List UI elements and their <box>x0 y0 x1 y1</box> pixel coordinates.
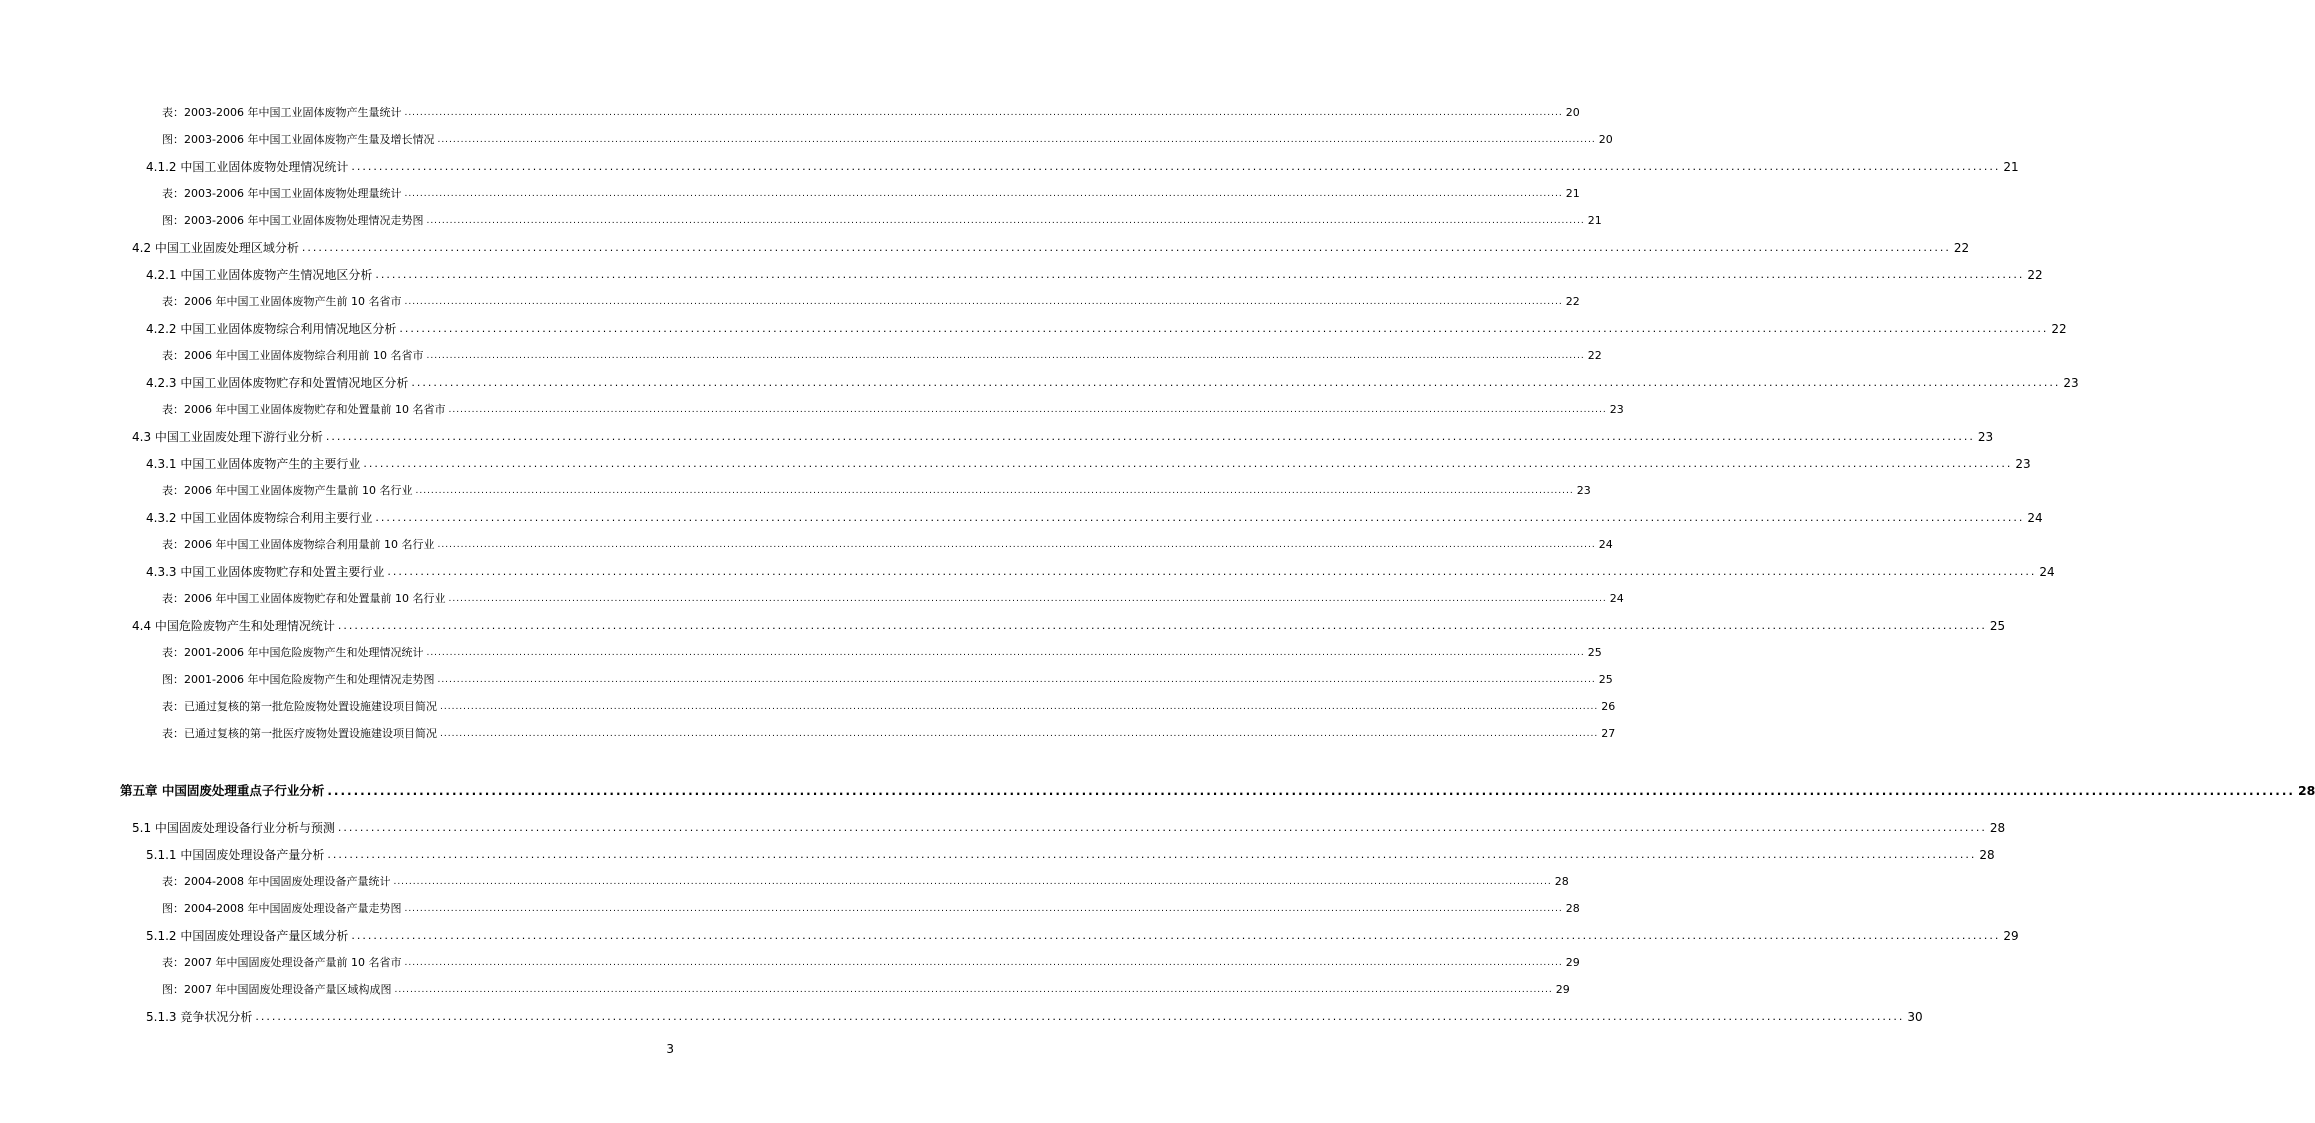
toc-entry[interactable] <box>0 640 1602 660</box>
toc-entry-page: 29 <box>2003 929 2019 943</box>
toc-entry-title: 图：2003-2006 年中国工业固体废物处理情况走势图 <box>162 214 424 227</box>
toc-entry[interactable] <box>0 370 2079 390</box>
toc-dot-leader: ............................................................................................................................................................................................................................................................................................................ <box>255 1010 1905 1023</box>
toc-entry-title: 4.2 中国工业固废处理区域分析 <box>132 241 299 255</box>
toc-entry[interactable] <box>0 451 2031 471</box>
toc-entry[interactable] <box>0 869 1569 889</box>
toc-entry-title: 表：已通过复核的第一批医疗废物处置设施建设项目简况 <box>162 727 437 740</box>
toc-entry-title: 表：2004-2008 年中国固废处理设备产量统计 <box>162 875 391 888</box>
toc-dot-leader: ............................................................................................................................................................................................................................................................................................................ <box>448 405 1607 415</box>
toc-entry[interactable] <box>0 1004 1923 1024</box>
toc-dot-leader: ............................................................................................................................................................................................................................................................................................................ <box>404 958 1563 968</box>
toc-dot-leader: ............................................................................................................................................................................................................................................................................................................ <box>426 648 1585 658</box>
toc-entry[interactable] <box>0 154 2019 174</box>
toc-entry[interactable] <box>0 181 1580 201</box>
toc-entry-page: 24 <box>1598 538 1613 551</box>
toc-entry-title: 第五章 中国固废处理重点子行业分析 <box>120 783 325 798</box>
toc-dot-leader: ............................................................................................................................................................................................................................................................................................................ <box>404 904 1563 914</box>
toc-entry-title: 表：已通过复核的第一批危险废物处置设施建设项目简况 <box>162 700 437 713</box>
toc-dot-leader: ............................................................................................................................................................................................................................................................................................................ <box>351 160 2001 173</box>
toc-entry-page: 22 <box>1953 241 1970 255</box>
toc-entry[interactable] <box>0 424 1994 444</box>
toc-entry-title: 表：2003-2006 年中国工业固体废物处理量统计 <box>162 187 402 200</box>
toc-dot-leader: ............................................................................................................................................................................................................................................................................................................ <box>327 848 1977 861</box>
toc-entry-page: 28 <box>1554 875 1569 888</box>
toc-entry[interactable] <box>0 478 1591 498</box>
toc-entry[interactable] <box>0 316 2067 336</box>
toc-entry-title: 图：2007 年中国固废处理设备产量区域构成图 <box>162 983 392 996</box>
toc-entry[interactable] <box>0 343 1602 363</box>
toc-dot-leader: ............................................................................................................................................................................................................................................................................................................ <box>404 108 1563 118</box>
toc-dot-leader: ............................................................................................................................................................................................................................................................................................................ <box>426 351 1585 361</box>
toc-entry[interactable] <box>0 208 1602 228</box>
toc-dot-leader: ............................................................................................................................................................................................................................................................................................................ <box>437 675 1596 685</box>
toc-dot-leader: ............................................................................................................................................................................................................................................................................................................ <box>394 985 1553 995</box>
toc-entry[interactable] <box>0 613 2006 633</box>
toc-dot-leader: ............................................................................................................................................................................................................................................................................................................ <box>337 619 1987 632</box>
toc-entry-page: 21 <box>2003 160 2019 174</box>
toc-entry-title: 表：2006 年中国工业固体废物产生量前 10 名行业 <box>162 484 413 497</box>
toc-entry-title: 表：2001-2006 年中国危险废物产生和处理情况统计 <box>162 646 424 659</box>
toc-entry[interactable] <box>0 667 1613 687</box>
toc-entry-title: 表：2006 年中国工业固体废物产生前 10 名省市 <box>162 295 402 308</box>
toc-entry-title: 4.3 中国工业固废处理下游行业分析 <box>132 430 323 444</box>
toc-entry-title: 4.3.1 中国工业固体废物产生的主要行业 <box>146 457 361 471</box>
toc-entry[interactable] <box>0 923 2019 943</box>
toc-entry-page: 22 <box>2027 268 2043 282</box>
toc-dot-leader: ............................................................................................................................................................................................................................................................................................................ <box>415 486 1574 496</box>
toc-entry-title: 表：2007 年中国固废处理设备产量前 10 名省市 <box>162 956 402 969</box>
toc-entry-page: 24 <box>2039 565 2055 579</box>
toc-entry-title: 表：2006 年中国工业固体废物综合利用前 10 名省市 <box>162 349 424 362</box>
toc-entry-title: 4.2.1 中国工业固体废物产生情况地区分析 <box>146 268 373 282</box>
toc-entry[interactable] <box>0 559 2055 579</box>
toc-entry[interactable] <box>0 505 2043 525</box>
toc-dot-leader: ............................................................................................................................................................................................................................................................................................................ <box>404 297 1563 307</box>
toc-entry-title: 4.2.2 中国工业固体废物综合利用情况地区分析 <box>146 322 397 336</box>
toc-entry-title: 5.1.3 竞争状况分析 <box>146 1010 253 1024</box>
toc-dot-leader: ............................................................................................................................................................................................................................................................................................................ <box>363 457 2013 470</box>
toc-dot-leader: ............................................................................................................................................................................................................................................................................................................ <box>337 821 1987 834</box>
toc-entry[interactable] <box>0 694 1616 714</box>
toc-entry-title: 5.1.2 中国固废处理设备产量区域分析 <box>146 929 349 943</box>
toc-dot-leader: ............................................................................................................................................................................................................................................................................................................ <box>411 376 2061 389</box>
toc-entry-title: 4.3.2 中国工业固体废物综合利用主要行业 <box>146 511 373 525</box>
toc-dot-leader: ............................................................................................................................................................................................................................................................................................................ <box>301 241 1951 254</box>
toc-entry[interactable] <box>0 262 2043 282</box>
toc-entry-title: 4.1.2 中国工业固体废物处理情况统计 <box>146 160 349 174</box>
toc-dot-leader: ............................................................................................................................................................................................................................................................................................................ <box>375 268 2025 281</box>
toc-dot-leader: ............................................................................................................................................................................................................................................................................................................ <box>399 322 2049 335</box>
toc-entry[interactable] <box>0 815 2006 835</box>
toc-entry[interactable] <box>0 842 1995 862</box>
toc-entry-page: 23 <box>1576 484 1591 497</box>
toc-entry[interactable] <box>0 950 1580 970</box>
toc-dot-leader: ............................................................................................................................................................................................................................................................................................................ <box>327 784 2295 798</box>
toc-dot-leader: ............................................................................................................................................................................................................................................................................................................ <box>448 594 1607 604</box>
toc-entry-page: 23 <box>2063 376 2079 390</box>
toc-entry-page: 21 <box>1565 187 1580 200</box>
toc-entry[interactable] <box>0 289 1580 309</box>
toc-entry-page: 29 <box>1565 956 1580 969</box>
toc-entry-page: 22 <box>1587 349 1602 362</box>
toc-entry-page: 28 <box>1565 902 1580 915</box>
toc-dot-leader: ............................................................................................................................................................................................................................................................................................................ <box>375 511 2025 524</box>
toc-dot-leader: ............................................................................................................................................................................................................................................................................................................ <box>404 189 1563 199</box>
toc-entry-title: 图：2001-2006 年中国危险废物产生和处理情况走势图 <box>162 673 435 686</box>
toc-entry[interactable] <box>0 100 1580 120</box>
toc-entry-page: 23 <box>1609 403 1624 416</box>
toc-entry-page: 23 <box>1977 430 1994 444</box>
toc-dot-leader: ............................................................................................................................................................................................................................................................................................................ <box>437 540 1596 550</box>
toc-entry-page: 20 <box>1598 133 1613 146</box>
toc-entry-page: 25 <box>1598 673 1613 686</box>
toc-entry-title: 5.1.1 中国固废处理设备产量分析 <box>146 848 325 862</box>
toc-entry-page: 25 <box>1989 619 2006 633</box>
toc-entry[interactable] <box>0 235 1970 255</box>
toc-entry-title: 4.4 中国危险废物产生和处理情况统计 <box>132 619 335 633</box>
toc-entry-page: 26 <box>1601 700 1616 713</box>
toc-entry-page: 28 <box>1979 848 1995 862</box>
toc-entry-title: 表：2003-2006 年中国工业固体废物产生量统计 <box>162 106 402 119</box>
toc-entry-title: 表：2006 年中国工业固体废物贮存和处置量前 10 名行业 <box>162 592 446 605</box>
toc-dot-leader: ............................................................................................................................................................................................................................................................................................................ <box>393 877 1552 887</box>
toc-entry-title: 4.3.3 中国工业固体废物贮存和处置主要行业 <box>146 565 385 579</box>
toc-entry[interactable] <box>0 127 1613 147</box>
toc-entry-page: 20 <box>1565 106 1580 119</box>
toc-entry-page: 28 <box>1989 821 2006 835</box>
toc-entry[interactable] <box>0 778 2315 798</box>
toc-entry-title: 表：2006 年中国工业固体废物贮存和处置量前 10 名省市 <box>162 403 446 416</box>
toc-entry-page: 24 <box>1609 592 1624 605</box>
toc-entry-title: 图：2003-2006 年中国工业固体废物产生量及增长情况 <box>162 133 435 146</box>
toc-dot-leader: ............................................................................................................................................................................................................................................................................................................ <box>440 702 1599 712</box>
toc-entry-page: 30 <box>1907 1010 1923 1024</box>
toc-entry-page: 25 <box>1587 646 1602 659</box>
toc-entry-page: 22 <box>1565 295 1580 308</box>
toc-dot-leader: ............................................................................................................................................................................................................................................................................................................ <box>440 729 1599 739</box>
toc-entry-title: 4.2.3 中国工业固体废物贮存和处置情况地区分析 <box>146 376 409 390</box>
toc-entry[interactable] <box>0 977 1570 997</box>
toc-entry[interactable] <box>0 586 1624 606</box>
toc-dot-leader: ............................................................................................................................................................................................................................................................................................................ <box>426 216 1585 226</box>
toc-entry[interactable] <box>0 896 1580 916</box>
toc-dot-leader: ............................................................................................................................................................................................................................................................................................................ <box>351 929 2001 942</box>
toc-entry-page: 22 <box>2051 322 2067 336</box>
toc-entry-page: 21 <box>1587 214 1602 227</box>
toc-dot-leader: ............................................................................................................................................................................................................................................................................................................ <box>387 565 2037 578</box>
toc-entry[interactable] <box>0 721 1616 741</box>
toc-entry-page: 28 <box>2297 783 2315 798</box>
toc-entry[interactable] <box>0 532 1613 552</box>
toc-entry-title: 5.1 中国固废处理设备行业分析与预测 <box>132 821 335 835</box>
toc-entry[interactable] <box>0 397 1624 417</box>
toc-entry-page: 29 <box>1555 983 1570 996</box>
toc-entry-page: 27 <box>1601 727 1616 740</box>
toc-entry-title: 表：2006 年中国工业固体废物综合利用量前 10 名行业 <box>162 538 435 551</box>
toc-dot-leader: ............................................................................................................................................................................................................................................................................................................ <box>325 430 1975 443</box>
toc-dot-leader: ............................................................................................................................................................................................................................................................................................................ <box>437 135 1596 145</box>
toc-entry-title: 图：2004-2008 年中国固废处理设备产量走势图 <box>162 902 402 915</box>
page-number: 3 <box>666 1042 674 1056</box>
toc-entry-page: 23 <box>2015 457 2031 471</box>
toc-entry-page: 24 <box>2027 511 2043 525</box>
